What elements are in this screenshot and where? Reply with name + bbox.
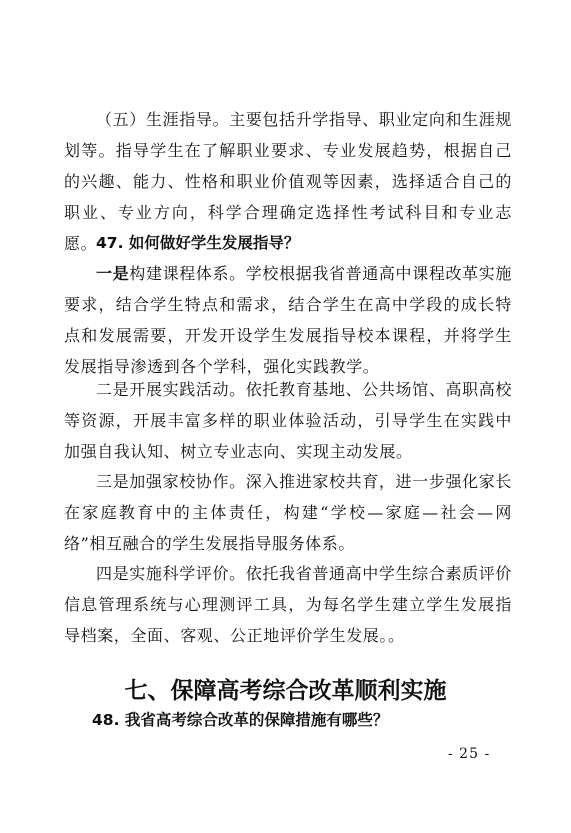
question-48-heading: 48. 我省高考综合改革的保障措施有哪些？: [92, 711, 389, 729]
paragraph-lead: 一是: [96, 264, 130, 283]
chapter-heading: 七、保障高考综合改革顺利实施: [124, 678, 447, 704]
paragraph-course-system: [64, 258, 512, 382]
page-number: - 25 -: [448, 746, 491, 762]
question-47-heading: 47. 如何做好学生发展指导？: [96, 234, 300, 252]
paragraph-practice-activities: 二是开展实践活动。依托教育基地、公共场馆、高职高校等资源，开展丰富多样的职业体验活动，引导学生在实践中加强自我认知、树立专业志向、实现主动发展。: [64, 380, 512, 461]
paragraph-home-school: 三是加强家校协作。深入推进家校共育，进一步强化家长在家庭教育中的主体责任，构建“学校—家庭—社会—网络”相互融合的学生发展指导服务体系。: [64, 472, 512, 553]
paragraph-career-guidance: （五）生涯指导。主要包括升学指导、职业定向和生涯规划等。指导学生在了解职业要求、专业发展趋势，根据自己的兴趣、能力、性格和职业价值观等因素，选择适合自己的职业、专业方向，科学合理确定选择性考试科目和专业志愿。: [64, 110, 512, 253]
paragraph-evaluation: 四是实施科学评价。依托我省普通高中学生综合素质评价信息管理系统与心理测评工具，为每名学生建立学生发展指导档案，全面、客观、公正地评价学生发展。。: [64, 564, 512, 645]
paragraph-body: 构建课程体系。学校根据我省普通高中课程改革实施要求，结合学生特点和需求，结合学生在高中学段的成长特点和发展需要，开发开设学生发展指导校本课程，并将学生发展指导渗透到各个学科，强化实践教学。: [64, 264, 512, 376]
